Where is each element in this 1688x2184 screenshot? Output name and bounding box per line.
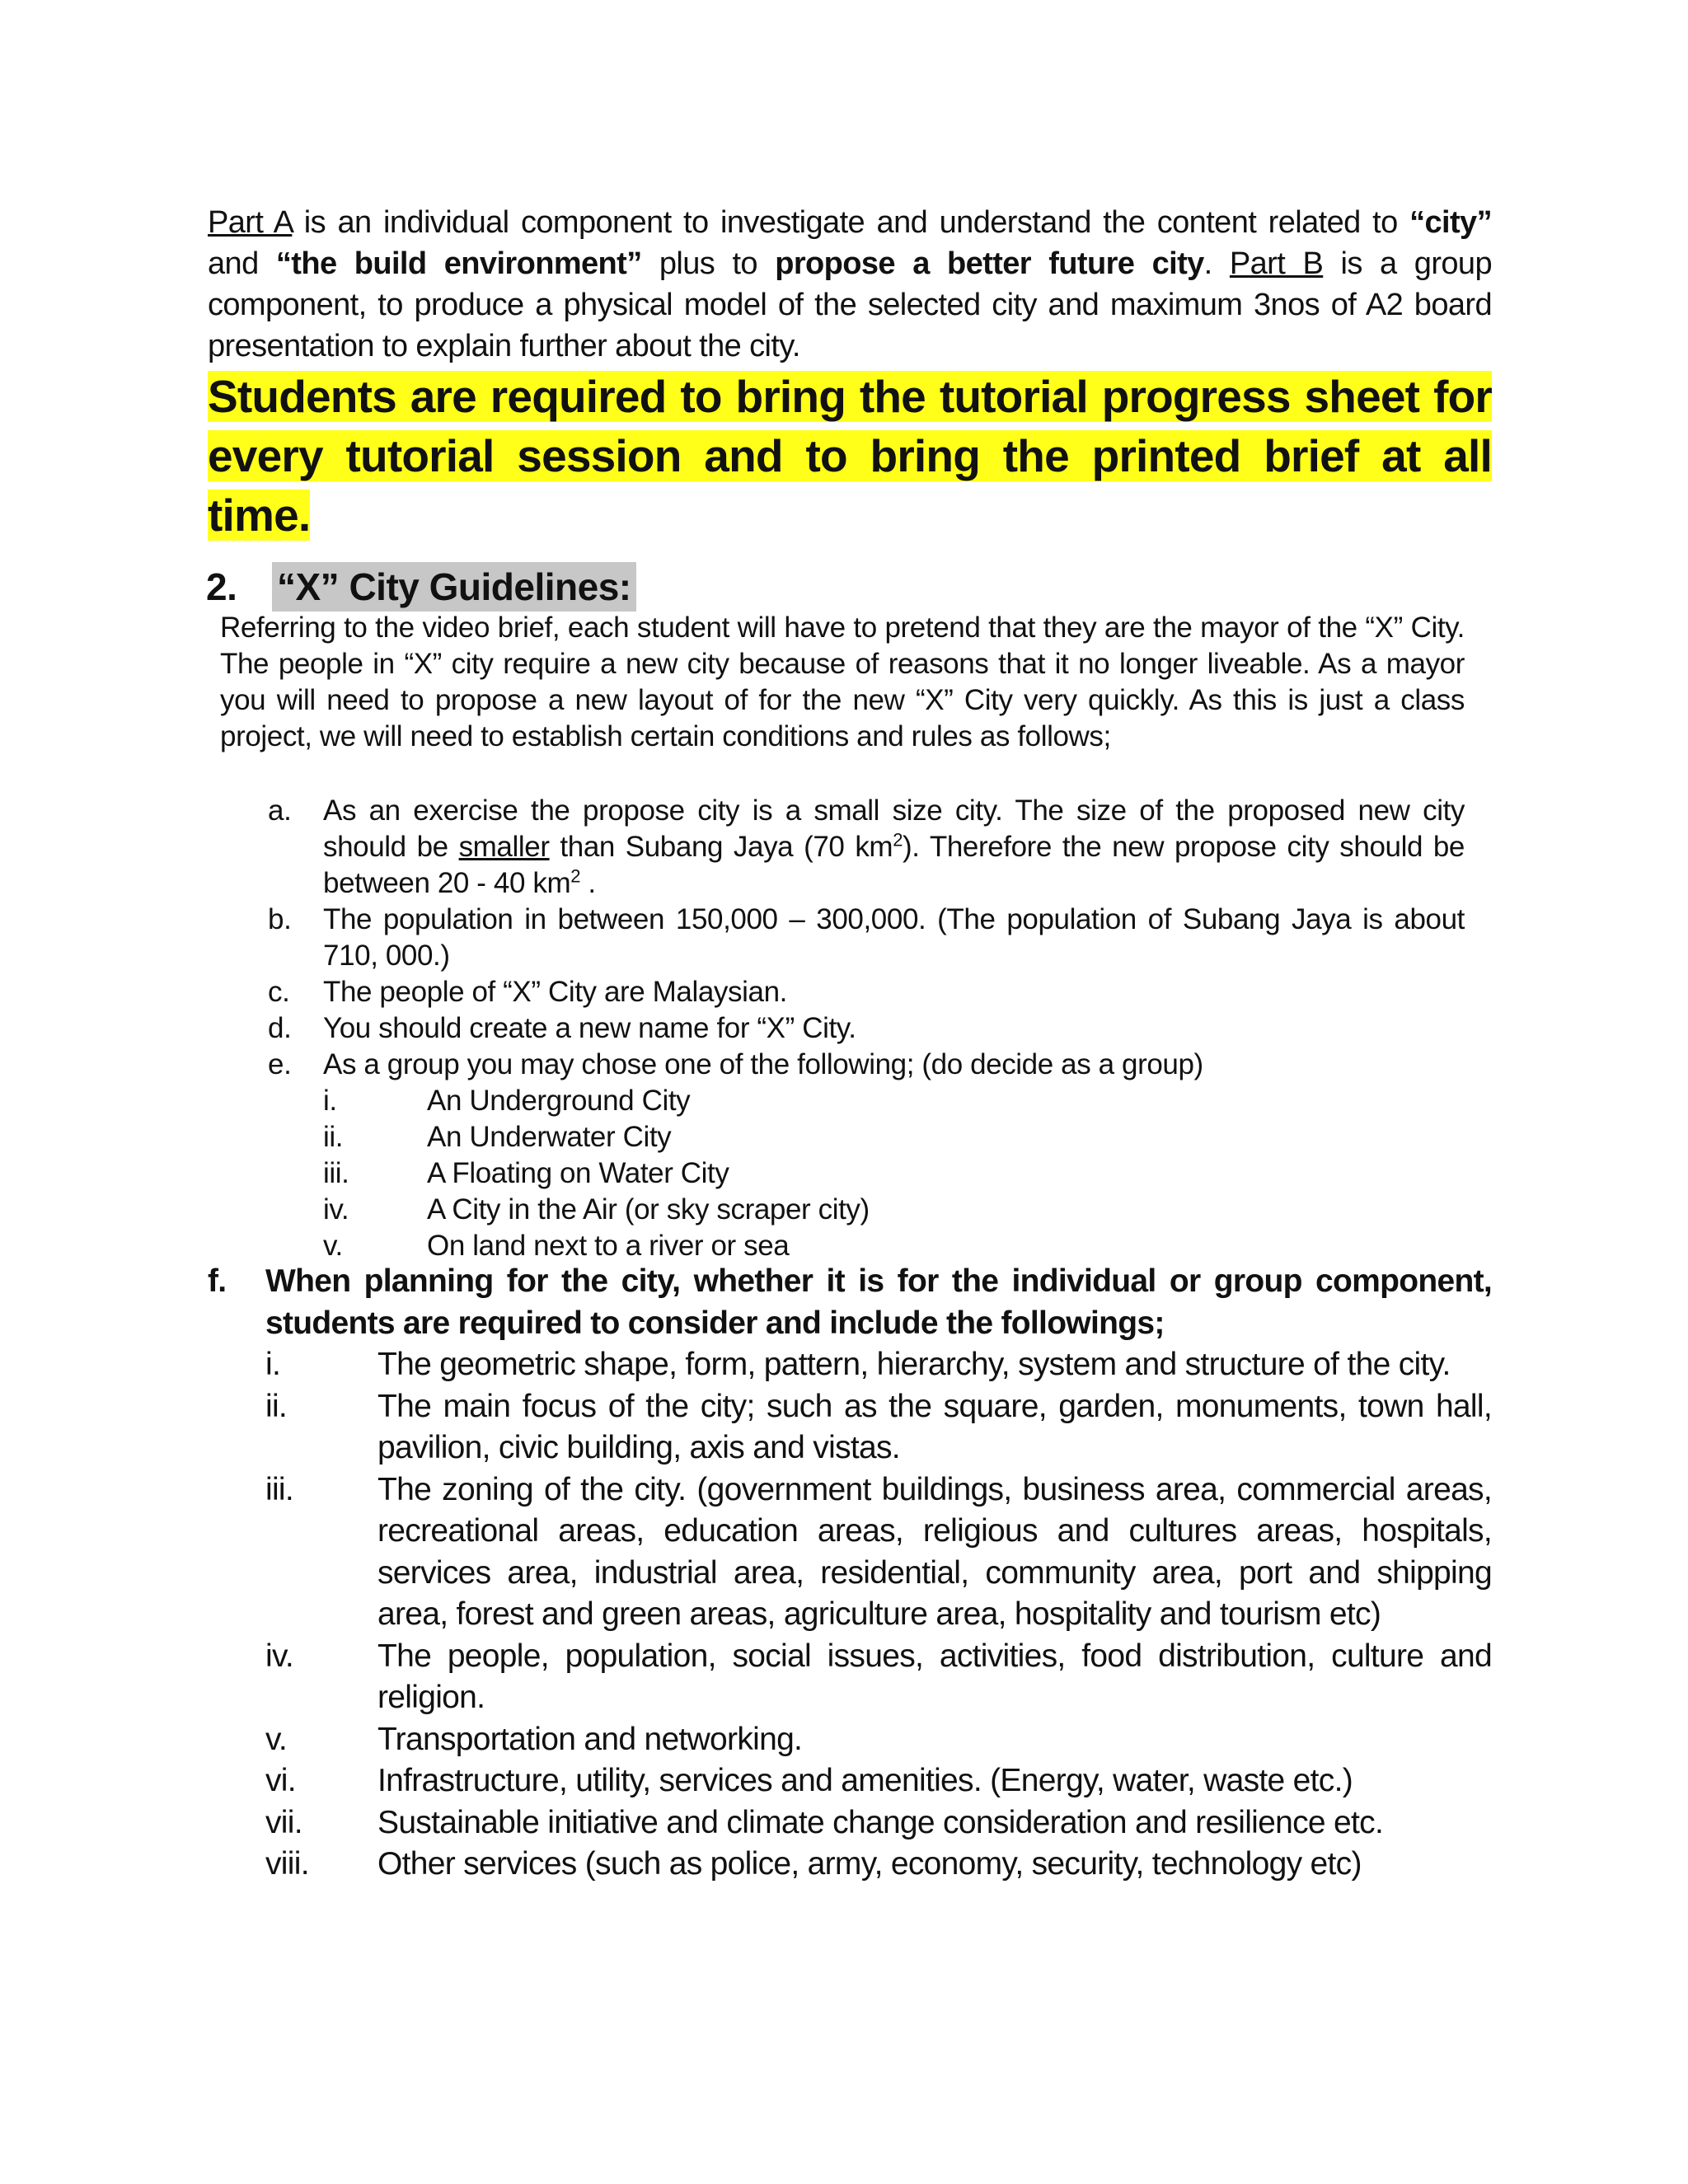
intro-bold-city: “city”	[1409, 205, 1492, 240]
sub-list-item	[323, 1119, 1465, 1155]
list-item-text: You should create a new name for “X” City.	[323, 1012, 856, 1044]
consideration-marker: ii.	[265, 1388, 288, 1424]
list-item-text: The population in between 150,000 – 300,000. (The population of Subang Jaya is about 710, 000.)	[323, 903, 1465, 972]
consideration-item	[265, 1344, 1492, 1386]
consideration-marker: v.	[265, 1721, 288, 1757]
intro-text-1: is an individual component to investigate and understand the content related to	[292, 205, 1410, 240]
superscript: 2	[893, 829, 903, 851]
sub-list-item	[323, 1155, 1465, 1192]
list-marker: e.	[268, 1048, 292, 1080]
sub-list-marker: v.	[323, 1230, 343, 1262]
consideration-marker: viii.	[265, 1846, 309, 1882]
consideration-marker: iv.	[265, 1638, 294, 1674]
intro-paragraph	[208, 202, 1492, 367]
list-marker: a.	[268, 794, 292, 827]
sub-list-marker: ii.	[323, 1121, 344, 1153]
item-a-text-1: As an exercise the propose city is a small size city. The size of the proposed new city should be	[323, 794, 1465, 863]
consideration-item	[265, 1719, 1492, 1761]
notice-text: Students are required to bring the tutorial progress sheet for every tutorial session and to bring the printed brief at all time.	[208, 371, 1492, 541]
sub-list-text: A City in the Air (or sky scraper city)	[427, 1193, 870, 1226]
consideration-marker: i.	[265, 1347, 281, 1382]
list-item-c	[268, 974, 1465, 1010]
consideration-text: The zoning of the city. (government buildings, business area, commercial areas, recreational areas, education areas, religious and cultures areas, hospitals, services area, industrial area, residential, community area, port and shipping area, forest and green areas, agriculture area, hospitality and tourism etc)	[377, 1471, 1492, 1632]
consideration-text: The geometric shape, form, pattern, hierarchy, system and structure of the city.	[377, 1347, 1451, 1382]
list-item-f	[208, 1261, 1492, 1344]
sub-list-text: A Floating on Water City	[427, 1157, 729, 1189]
part-b-label: Part B	[1229, 246, 1324, 281]
list-item-text	[323, 793, 1465, 902]
consideration-text: The people, population, social issues, activities, food distribution, culture and religion.	[377, 1638, 1492, 1715]
sub-list-marker: iii.	[323, 1157, 349, 1189]
list-item-text: The people of “X” City are Malaysian.	[323, 976, 787, 1008]
consideration-item	[265, 1844, 1492, 1886]
highlighted-notice	[208, 367, 1492, 545]
sub-list-text: On land next to a river or sea	[427, 1230, 790, 1262]
list-item-d	[268, 1010, 1465, 1047]
section-paragraph: Referring to the video brief, each student will have to pretend that they are the mayor of the “X” City. The people in “X” city require a new city because of reasons that it no longer liveable. As a mayor you will need to propose a new layout of for the new “X” City very quickly. As this is just a class project, we will need to establish certain conditions and rules as follows;	[220, 612, 1465, 752]
list-marker: c.	[268, 976, 290, 1008]
section-number: 2.	[206, 565, 237, 608]
sub-list-marker: iv.	[323, 1193, 349, 1226]
section-heading	[206, 562, 636, 612]
sub-list-text: An Underwater City	[427, 1121, 672, 1153]
list-marker: f.	[208, 1263, 227, 1299]
part-a-label: Part A	[208, 205, 293, 240]
list-marker: d.	[268, 1012, 292, 1044]
intro-text-5: is a group component, to produce a physical model of the selected city and maximum 3nos of A2 board presentation to explain further about the city.	[208, 246, 1492, 363]
consideration-item	[265, 1469, 1492, 1636]
consideration-text: Infrastructure, utility, services and amenities. (Energy, water, waste etc.)	[377, 1763, 1353, 1798]
section-title: “X” City Guidelines:	[272, 562, 636, 612]
item-a-text-4: .	[580, 867, 596, 899]
list-item-b	[268, 902, 1465, 974]
consideration-item	[265, 1802, 1492, 1844]
consideration-marker: vii.	[265, 1804, 302, 1840]
list-item-f-heading: When planning for the city, whether it is for the individual or group component, students are required to consider and include the followings;	[265, 1263, 1492, 1341]
sub-list-item	[323, 1228, 1465, 1264]
consideration-item	[265, 1760, 1492, 1802]
consideration-text: Other services (such as police, army, economy, security, technology etc)	[377, 1846, 1362, 1882]
planning-considerations-list	[208, 1261, 1492, 1886]
intro-bold-propose: propose a better future city	[775, 246, 1204, 281]
sub-list-marker: i.	[323, 1085, 337, 1117]
list-item-e	[268, 1047, 1465, 1083]
consideration-text: Transportation and networking.	[377, 1721, 803, 1757]
superscript: 2	[570, 865, 581, 887]
intro-text-4: .	[1203, 246, 1230, 281]
item-a-text-3: ). Therefore the new propose city should be between 20 - 40 km	[323, 831, 1465, 899]
list-item-a	[268, 793, 1465, 902]
list-item-text: As a group you may chose one of the following; (do decide as a group)	[323, 1048, 1203, 1080]
item-a-text-2: than Subang Jaya (70 km	[549, 831, 893, 863]
intro-bold-build-environment: “the build environment”	[275, 246, 642, 281]
intro-text-2: and	[208, 246, 276, 281]
consideration-text: Sustainable initiative and climate change consideration and resilience etc.	[377, 1804, 1384, 1840]
conditions-list	[268, 793, 1465, 1264]
sub-list-text: An Underground City	[427, 1085, 691, 1117]
sub-list-item	[323, 1192, 1465, 1228]
consideration-item	[265, 1636, 1492, 1719]
sub-list-item	[323, 1083, 1465, 1119]
consideration-marker: iii.	[265, 1471, 294, 1507]
intro-text-3: plus to	[641, 246, 776, 281]
consideration-item	[265, 1386, 1492, 1469]
consideration-text: The main focus of the city; such as the square, garden, monuments, town hall, pavilion, civic building, axis and vistas.	[377, 1388, 1492, 1465]
consideration-marker: vi.	[265, 1763, 296, 1798]
list-marker: b.	[268, 903, 292, 935]
item-a-underlined: smaller	[458, 831, 550, 863]
